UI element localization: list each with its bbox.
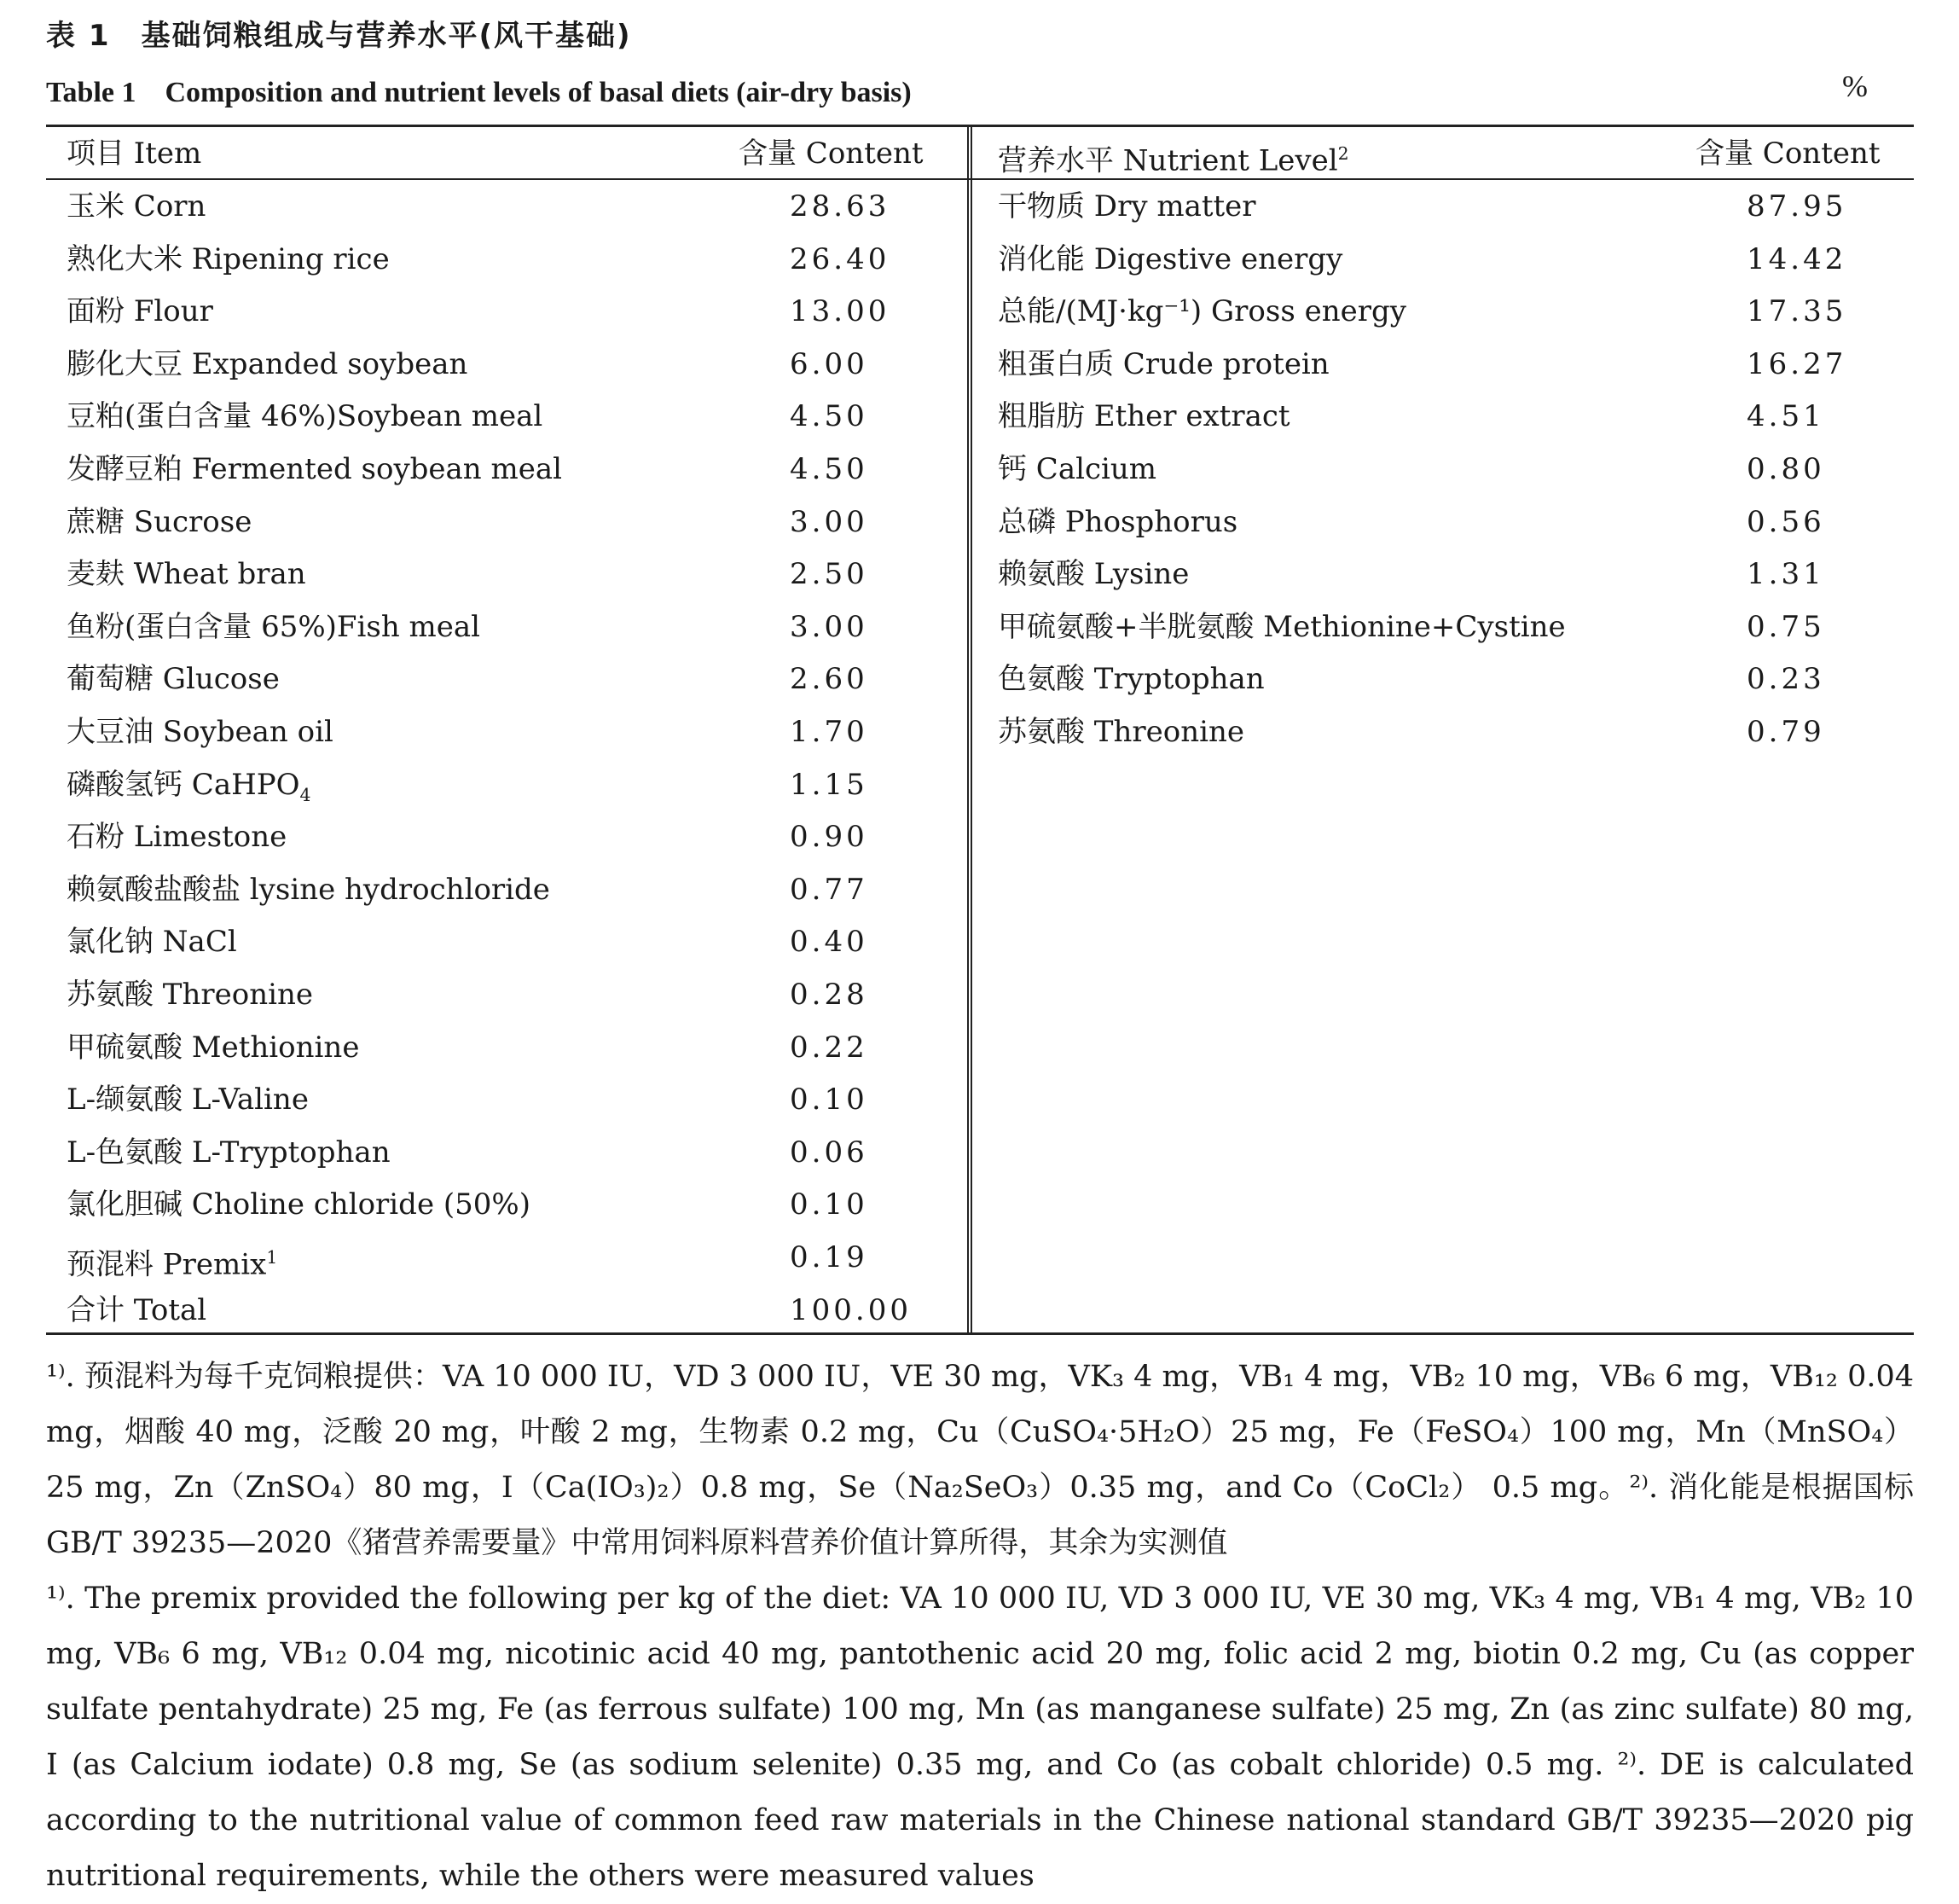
ingredient-row-value: 0.40 xyxy=(790,925,868,960)
ingredient-row-item-subscript: 4 xyxy=(299,784,311,805)
header-rule xyxy=(46,178,1914,180)
ingredient-row-item xyxy=(67,715,333,749)
ingredient-row-item xyxy=(67,347,467,381)
ingredient-row-item xyxy=(67,399,542,433)
column-divider xyxy=(967,126,972,1332)
ingredient-row-item-text: 发酵豆粕 Fermented soybean meal xyxy=(67,452,563,486)
ingredient-row-item-text: 蔗糖 Sucrose xyxy=(67,504,252,539)
nutrient-row-item-text: 粗蛋白质 Crude protein xyxy=(998,346,1330,381)
top-rule xyxy=(46,125,1914,127)
nutrient-row-item xyxy=(998,505,1237,539)
right-header-item-sup: 2 xyxy=(1337,143,1349,164)
ingredient-row-value: 0.90 xyxy=(790,820,868,855)
ingredient-row-item-text: 氯化钠 NaCl xyxy=(67,925,237,960)
ingredient-row-item xyxy=(67,662,280,696)
ingredient-row-item xyxy=(67,505,252,539)
ingredient-row-item-text: 豆粕(蛋白含量 46%)Soybean meal xyxy=(67,399,543,434)
ingredient-row-value: 4.50 xyxy=(790,452,868,486)
ingredient-row-item xyxy=(67,189,206,223)
ingredient-row-item-text: 熟化大米 Ripening rice xyxy=(67,241,390,276)
ingredient-row-item-text: 玉米 Corn xyxy=(67,189,206,223)
ingredient-row-value: 4.50 xyxy=(790,399,868,434)
nutrient-row-item-text: 总磷 Phosphorus xyxy=(998,504,1238,539)
nutrient-row-value: 4.51 xyxy=(1747,399,1825,434)
nutrient-row-item-text: 总能/(MJ·kg⁻¹) Gross energy xyxy=(998,294,1406,329)
nutrient-row-item-text: 甲硫氨酸+半胱氨酸 Methionine+Cystine xyxy=(998,609,1566,644)
unit-label: % xyxy=(1842,69,1868,103)
nutrient-row-value: 0.56 xyxy=(1747,504,1825,539)
right-header-item-text: 营养水平 Nutrient Level xyxy=(998,143,1338,178)
ingredient-row-value: 1.15 xyxy=(790,767,868,802)
nutrient-row-item xyxy=(998,399,1290,433)
ingredient-row-item xyxy=(67,768,310,812)
ingredient-row-item xyxy=(67,978,313,1012)
ingredient-row-item xyxy=(67,610,480,644)
nutrient-row-item-text: 色氨酸 Tryptophan xyxy=(998,662,1265,697)
ingredient-row-item xyxy=(67,452,562,486)
left-header-item: 项目 Item xyxy=(67,136,202,171)
ingredient-row-item xyxy=(67,1030,359,1065)
ingredient-row-item-text: 氯化胆碱 Choline chloride (50%) xyxy=(67,1187,530,1222)
ingredient-row-item-text: 葡萄糖 Glucose xyxy=(67,662,280,697)
ingredient-row-value: 1.70 xyxy=(790,715,868,749)
ingredient-row-item xyxy=(67,557,306,591)
ingredient-row-item-text: 石粉 Limestone xyxy=(67,820,287,855)
ingredient-row-item-text: 预混料 Premix xyxy=(67,1247,267,1282)
ingredient-row-item-text: L-缬氨酸 L-Valine xyxy=(67,1083,309,1117)
ingredient-row-item xyxy=(67,1293,206,1327)
nutrient-row-item xyxy=(998,715,1244,749)
ingredient-row-item-text: 赖氨酸盐酸盐 lysine hydrochloride xyxy=(67,872,550,907)
ingredient-row-item-text: 鱼粉(蛋白含量 65%)Fish meal xyxy=(67,609,481,644)
nutrient-row-item xyxy=(998,452,1156,486)
ingredient-row-value: 0.19 xyxy=(790,1240,868,1274)
ingredient-row-item-text: 磷酸氢钙 CaHPO xyxy=(67,767,300,802)
nutrient-row-value: 0.75 xyxy=(1747,609,1825,644)
ingredient-row-item xyxy=(67,1240,277,1281)
footnote-cn: ¹⁾. 预混料为每千克饲粮提供：VA 10 000 IU，VD 3 000 IU，VE 30 mg，VK₃ 4 mg，VB₁ 4 mg，VB₂ 10 mg，VB₆ 6 mg，VB₁₂ 0.04 mg，烟酸 40 mg，泛酸 20 mg，叶酸 2 mg，生物素 0.2 mg，Cu（CuSO₄·5H₂O）25 mg，Fe（FeSO₄）100 mg，Mn（MnSO₄）25 mg，Zn（ZnSO₄）80 mg，I（Ca(IO₃)₂）0.8 mg，Se（Na₂SeO₃）0.35 mg，and Co（CoCl₂） 0.5 mg。²⁾. 消化能是根据国标 GB/T 39235—2020《猪营养需要量》中常用饲料原料营养价值计算所得，其余为实测值 xyxy=(46,1360,1914,1560)
bottom-rule xyxy=(46,1332,1914,1335)
ingredient-row-value: 0.28 xyxy=(790,978,868,1012)
ingredient-row-value: 6.00 xyxy=(790,346,868,381)
nutrient-row-item xyxy=(998,610,1566,644)
nutrient-row-item xyxy=(998,557,1189,591)
ingredient-row-item xyxy=(67,873,550,907)
nutrient-row-item-text: 钙 Calcium xyxy=(998,452,1157,486)
nutrient-row-value: 14.42 xyxy=(1747,241,1847,276)
nutrient-row-value: 0.79 xyxy=(1747,715,1825,749)
nutrient-row-value: 17.35 xyxy=(1747,294,1847,329)
table-caption-en: Table 1 Composition and nutrient levels of basal diets (air-dry basis) xyxy=(46,77,912,108)
nutrient-row-item-text: 干物质 Dry matter xyxy=(998,189,1256,223)
nutrient-row-value: 0.23 xyxy=(1747,662,1825,697)
nutrient-row-item xyxy=(998,189,1256,223)
ingredient-row-item-text: 大豆油 Soybean oil xyxy=(67,715,333,749)
ingredient-row-value: 0.10 xyxy=(790,1083,868,1117)
nutrient-row-item xyxy=(998,662,1265,696)
ingredient-row-value: 100.00 xyxy=(790,1292,912,1327)
ingredient-row-item-text: 膨化大豆 Expanded soybean xyxy=(67,346,468,381)
nutrient-row-value: 16.27 xyxy=(1747,346,1847,381)
ingredient-row-value: 3.00 xyxy=(790,609,868,644)
ingredient-row-value: 2.60 xyxy=(790,662,868,697)
ingredient-row-item xyxy=(67,1135,391,1170)
nutrient-row-item xyxy=(998,294,1406,328)
footnote-en: ¹⁾. The premix provided the following per kg of the diet: VA 10 000 IU, VD 3 000 IU, VE 30 mg, VK₃ 4 mg, VB₁ 4 mg, VB₂ 10 mg, VB₆ 6 mg, VB₁₂ 0.04 mg, nicotinic acid 40 mg, pantothenic acid 20 mg, folic acid 2 mg, biotin 0.2 mg, Cu (as copper sulfate pentahydrate) 25 mg, Fe (as ferrous sulfate) 100 mg, Mn (as manganese sulfate) 25 mg, Zn (as zinc sulfate) 80 mg, I (as Calcium iodate) 0.8 mg, Se (as sodium selenite) 0.35 mg, and Co (as cobalt chloride) 0.5 mg. ²⁾. DE is calculated according to the nutritional value of common feed raw materials in the Chinese national standard GB/T 39235—2020 pig nutritional requirements, while the others were measured values xyxy=(46,1582,1914,1893)
ingredient-row-value: 13.00 xyxy=(790,294,890,329)
ingredient-row-item-text: 麦麸 Wheat bran xyxy=(67,557,306,592)
ingredient-row-item-text: L-色氨酸 L-Tryptophan xyxy=(67,1135,391,1170)
right-header-item xyxy=(998,136,1349,177)
left-header-content: 含量 Content xyxy=(739,136,924,171)
ingredient-row-item xyxy=(67,1083,309,1117)
nutrient-row-value: 0.80 xyxy=(1747,452,1825,486)
nutrient-row-value: 87.95 xyxy=(1747,189,1847,223)
ingredient-row-item xyxy=(67,294,213,328)
ingredient-row-item-text: 面粉 Flour xyxy=(67,294,213,329)
ingredient-row-value: 0.77 xyxy=(790,872,868,907)
ingredient-row-value: 0.10 xyxy=(790,1187,868,1222)
ingredient-row-value: 3.00 xyxy=(790,504,868,539)
ingredient-row-item-superscript: 1 xyxy=(266,1247,278,1268)
ingredient-row-value: 0.22 xyxy=(790,1030,868,1065)
nutrient-row-item-text: 粗脂肪 Ether extract xyxy=(998,399,1290,434)
nutrient-row-item-text: 苏氨酸 Threonine xyxy=(998,715,1245,749)
nutrient-row-item-text: 赖氨酸 Lysine xyxy=(998,557,1190,592)
ingredient-row-item-text: 甲硫氨酸 Methionine xyxy=(67,1030,360,1065)
ingredient-row-item-text: 苏氨酸 Threonine xyxy=(67,978,314,1012)
ingredient-row-value: 0.06 xyxy=(790,1135,868,1170)
table-caption-cn: 表 1 基础饲粮组成与营养水平(风干基础) xyxy=(46,19,632,53)
ingredient-row-item-text: 合计 Total xyxy=(67,1292,207,1327)
right-header-content: 含量 Content xyxy=(1695,136,1881,171)
ingredient-row-value: 26.40 xyxy=(790,241,890,276)
nutrient-row-item-text: 消化能 Digestive energy xyxy=(998,241,1343,276)
nutrient-row-item xyxy=(998,242,1342,276)
ingredient-row-value: 2.50 xyxy=(790,557,868,592)
ingredient-row-item xyxy=(67,242,390,276)
nutrient-row-item xyxy=(998,347,1330,381)
nutrient-row-value: 1.31 xyxy=(1747,557,1825,592)
ingredient-row-item xyxy=(67,1187,530,1222)
ingredient-row-value: 28.63 xyxy=(790,189,890,223)
ingredient-row-item xyxy=(67,820,287,854)
ingredient-row-item xyxy=(67,925,237,959)
